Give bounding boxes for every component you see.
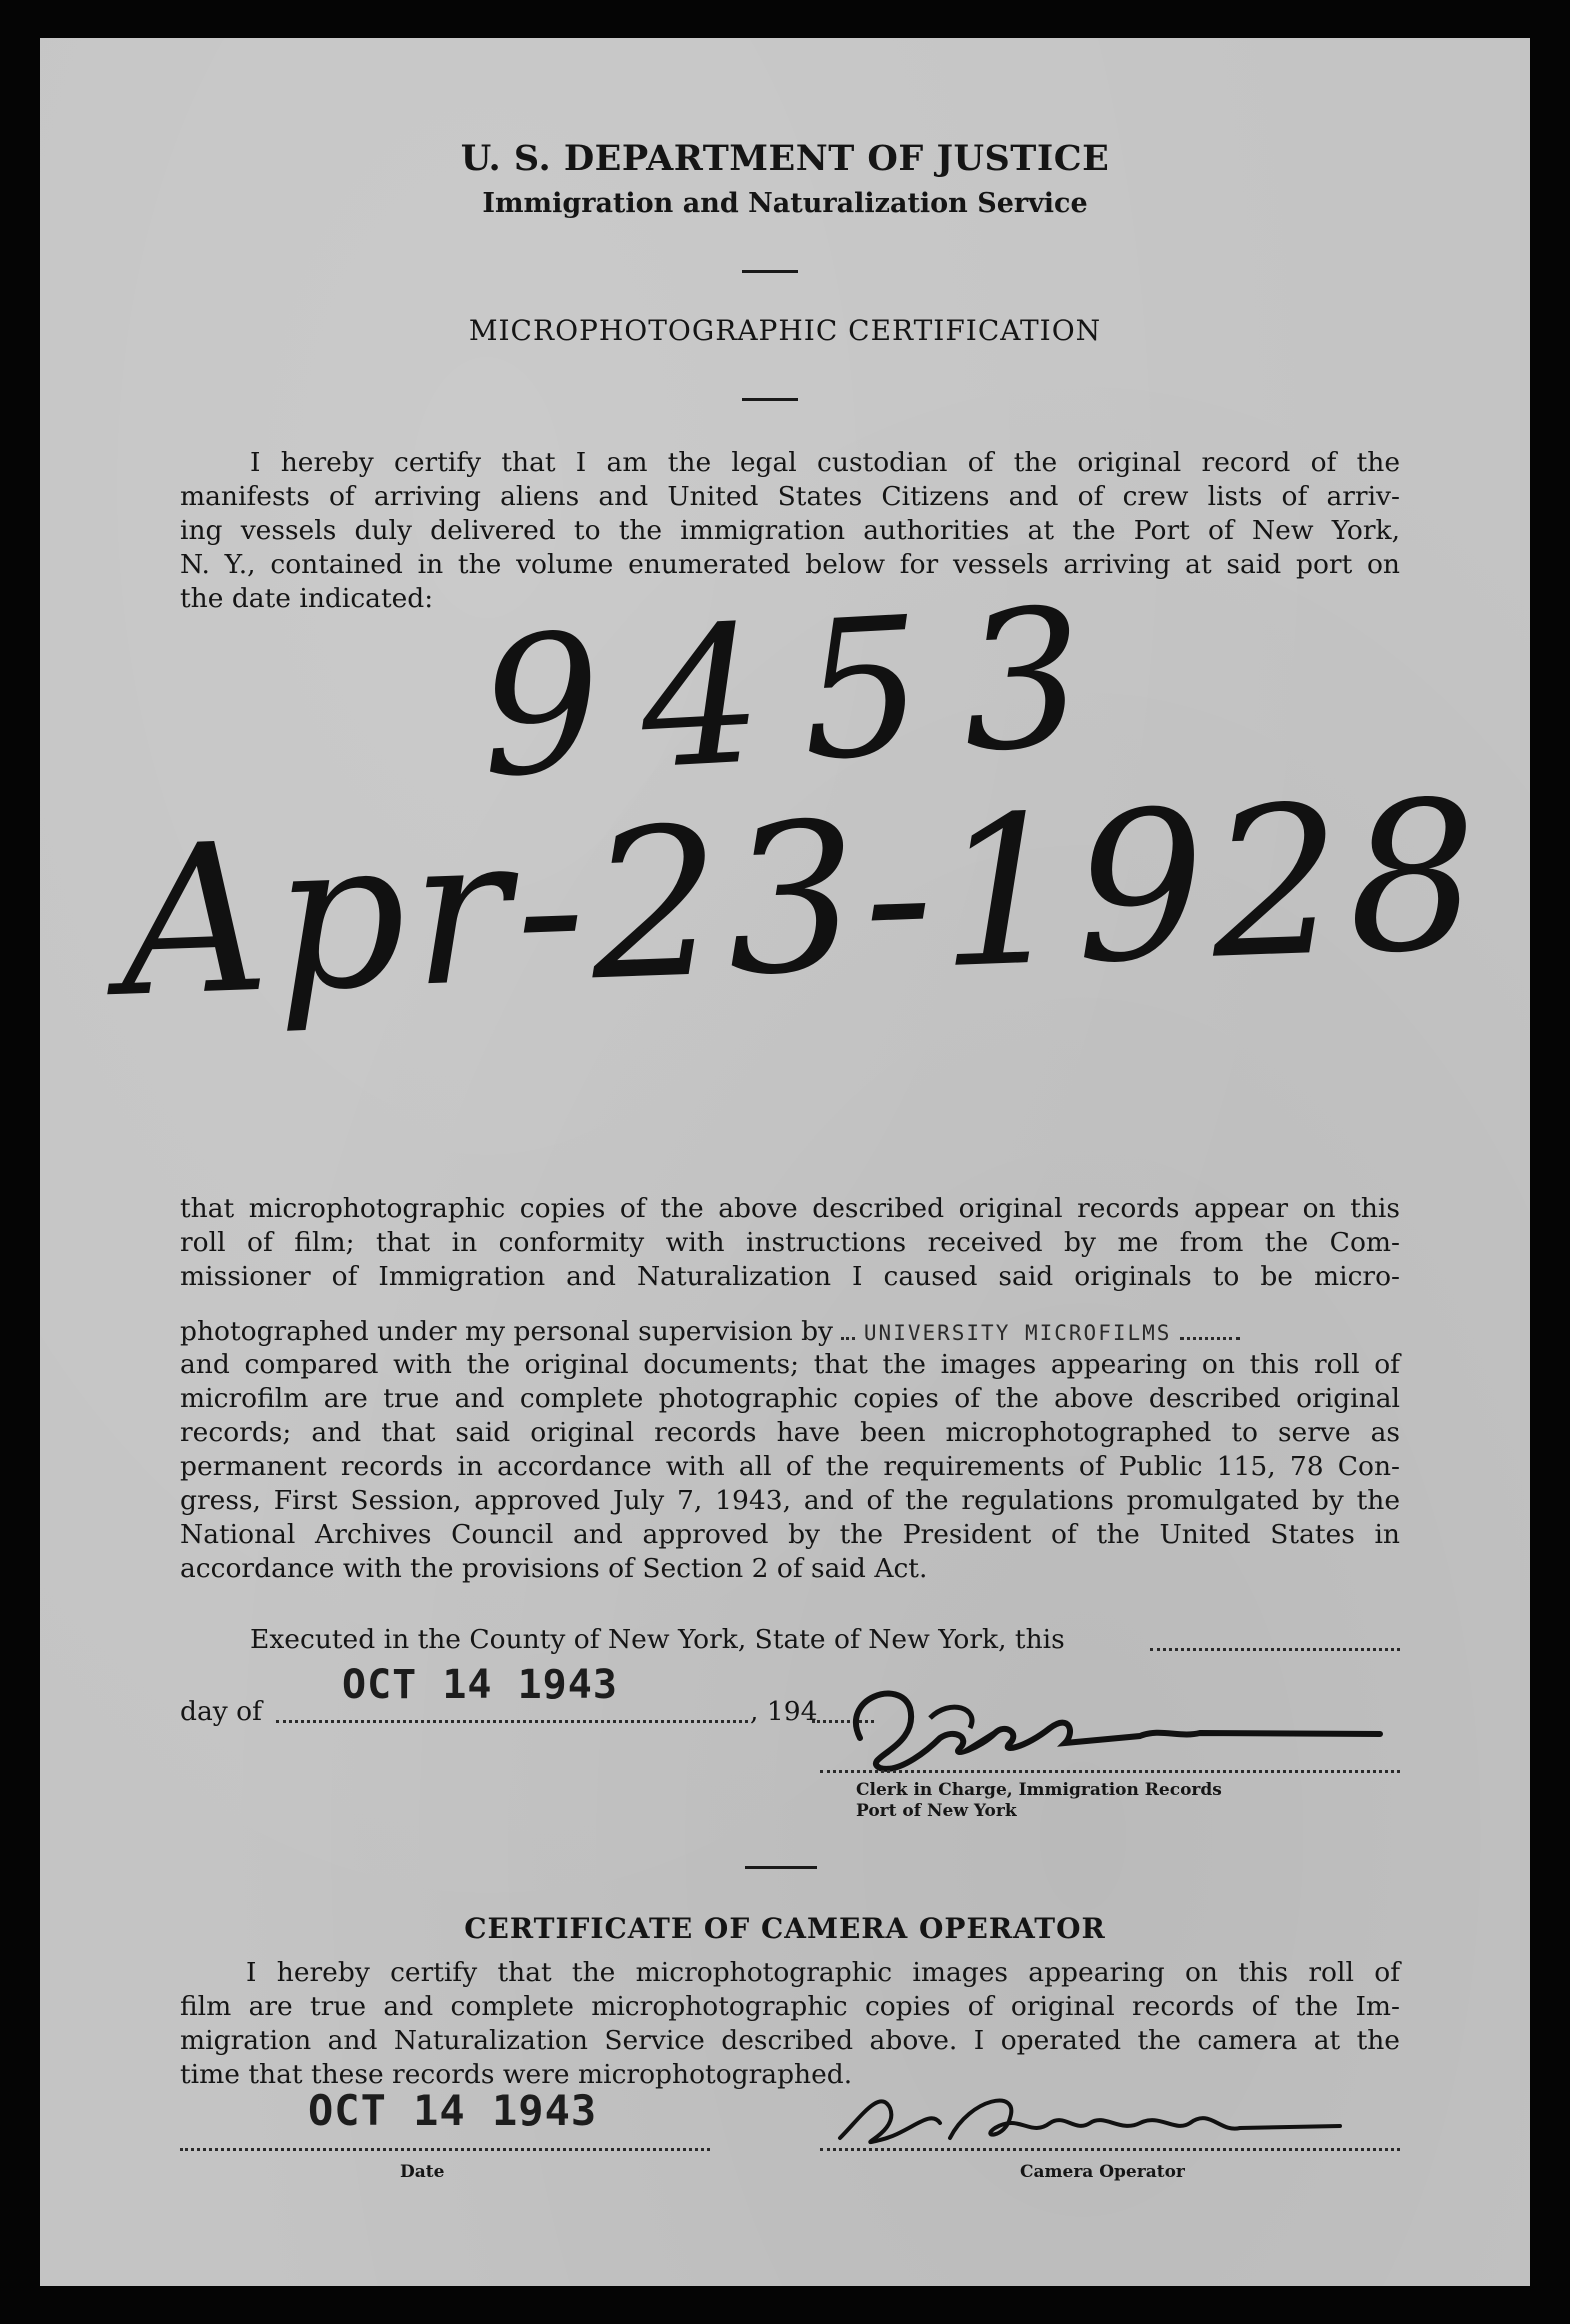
execution-day-blank bbox=[1150, 1648, 1400, 1651]
camera-line: time that these records were microphotographed. bbox=[180, 2059, 853, 2090]
body-line: National Archives Council and approved by the President of the United States in bbox=[180, 1519, 1400, 1550]
intro-line: N. Y., contained in the volume enumerated below for vessels arriving at said port on bbox=[180, 549, 1400, 580]
certificate-page bbox=[40, 38, 1530, 2286]
body-line: accordance with the provisions of Section 2 of said Act. bbox=[180, 1553, 928, 1584]
intro-line: manifests of arriving aliens and United States Citizens and of crew lists of arriv- bbox=[180, 481, 1400, 512]
execution-line bbox=[250, 1624, 1065, 1655]
body-line: that microphotographic copies of the above described original records appear on this bbox=[180, 1193, 1400, 1224]
execution-date-stamp: OCT 14 1943 bbox=[342, 1662, 618, 1708]
department-heading: U. S. DEPARTMENT OF JUSTICE bbox=[460, 138, 1110, 179]
day-of-label: day of bbox=[180, 1696, 262, 1727]
camera-date-line bbox=[180, 2148, 710, 2151]
supervision-prefix: photographed under my personal supervision by bbox=[180, 1316, 834, 1347]
camera-certificate-paragraph bbox=[180, 1956, 1400, 2092]
dotted-leader bbox=[841, 1319, 855, 1340]
section-divider bbox=[745, 1866, 817, 1869]
day-of-blank bbox=[276, 1720, 748, 1723]
certification-title: MICROPHOTOGRAPHIC CERTIFICATION bbox=[468, 314, 1102, 347]
body-line: missioner of Immigration and Naturalization I caused said originals to be micro- bbox=[180, 1261, 1400, 1292]
body-line: records; and that said original records have been microphotographed to serve as bbox=[180, 1417, 1400, 1448]
body-paragraph-bottom bbox=[180, 1348, 1400, 1586]
body-line: roll of film; that in conformity with instructions received by me from the Com- bbox=[180, 1227, 1400, 1258]
body-line: gress, First Session, approved July 7, 1943, and of the regulations promulgated by the bbox=[180, 1485, 1400, 1516]
camera-certificate-heading: CERTIFICATE OF CAMERA OPERATOR bbox=[464, 1912, 1106, 1945]
clerk-signature bbox=[880, 1698, 886, 1699]
body-line: permanent records in accordance with all of the requirements of Public 115, 78 Con- bbox=[180, 1451, 1400, 1482]
camera-date-stamp: OCT 14 1943 bbox=[308, 2086, 598, 2135]
operator-signature bbox=[900, 2098, 907, 2099]
dotted-leader bbox=[1180, 1319, 1240, 1340]
supervision-line bbox=[180, 1316, 1400, 1347]
body-line: microfilm are true and complete photographic copies of the above described original bbox=[180, 1383, 1400, 1414]
header-divider-bottom bbox=[742, 398, 798, 401]
camera-date-label: Date bbox=[400, 2162, 445, 2182]
intro-line: I hereby certify that I am the legal custodian of the original record of the bbox=[250, 447, 1400, 478]
clerk-signature-line bbox=[820, 1770, 1400, 1773]
operator-signature-scribble bbox=[820, 2078, 1380, 2158]
service-subheading: Immigration and Naturalization Service bbox=[482, 188, 1088, 219]
clerk-title-line1: Clerk in Charge, Immigration Records bbox=[856, 1780, 1222, 1800]
camera-operator-label: Camera Operator bbox=[1020, 2162, 1185, 2182]
clerk-title-line2: Port of New York bbox=[856, 1801, 1017, 1821]
handwritten-arrival-date: Apr-23-1928 bbox=[116, 757, 1489, 1043]
operator-signature-line bbox=[820, 2148, 1400, 2151]
year-prefix: , 194 bbox=[750, 1696, 818, 1727]
handwritten-volume-number: 9453 bbox=[474, 565, 1129, 820]
camera-line: film are true and complete microphotographic copies of original records of the Im- bbox=[180, 1991, 1400, 2022]
intro-line: the date indicated: bbox=[180, 583, 434, 614]
clerk-title bbox=[856, 1780, 1222, 1822]
camera-line: I hereby certify that the microphotographic images appearing on this roll of bbox=[246, 1957, 1400, 1988]
body-line: and compared with the original documents; that the images appearing on this roll of bbox=[180, 1349, 1400, 1380]
header-divider-top bbox=[742, 270, 798, 273]
supervisor-typed-name: UNIVERSITY MICROFILMS bbox=[863, 1321, 1172, 1345]
camera-line: migration and Naturalization Service described above. I operated the camera at the bbox=[180, 2025, 1400, 2056]
body-paragraph-top bbox=[180, 1192, 1400, 1294]
intro-line: ing vessels duly delivered to the immigration authorities at the Port of New York, bbox=[180, 515, 1400, 546]
execution-text: Executed in the County of New York, State of New York, this bbox=[250, 1624, 1065, 1655]
